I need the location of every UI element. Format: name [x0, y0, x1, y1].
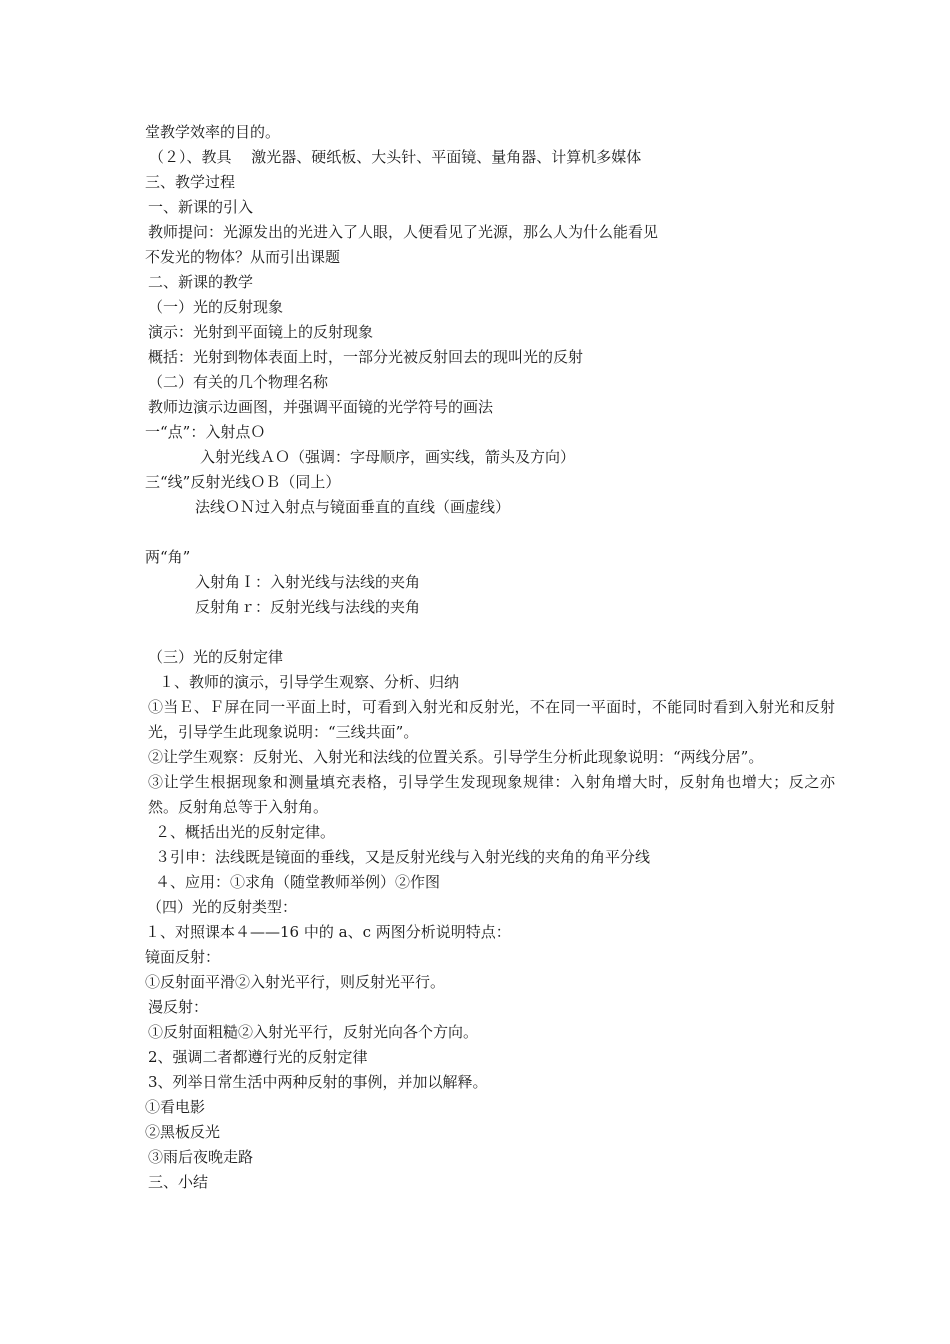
document-page — [145, 120, 835, 1195]
text-line: １、对照课本４——16 中的 a、c 两图分析说明特点： — [145, 923, 511, 941]
text-line: 教师提问：光源发出的光进入了人眼，人便看见了光源，那么人为什么能看见 — [148, 223, 659, 241]
text-line: 3、列举日常生活中两种反射的事例，并加以解释。 — [148, 1073, 488, 1091]
subsection-heading: （四）光的反射类型： — [147, 898, 298, 916]
text-line: 演示：光射到平面镜上的反射现象 — [148, 323, 374, 341]
text-line: ３引申：法线既是镜面的垂线，又是反射光线与入射光线的夹角的角平分线 — [155, 848, 651, 866]
section-heading: 一、新课的引入 — [148, 198, 254, 216]
text-line: ①反射面平滑②入射光平行，则反射光平行。 — [145, 973, 446, 991]
text-line: 教师边演示边画图，并强调平面镜的光学符号的画法 — [148, 398, 494, 416]
text-line: 镜面反射： — [145, 948, 221, 966]
subsection-heading: （三）光的反射定律 — [148, 648, 284, 666]
text-line: 法线ＯＮ过入射点与镜面垂直的直线（画虚线） — [195, 498, 511, 516]
text-line: ①看电影 — [145, 1098, 206, 1116]
text-line: ②黑板反光 — [145, 1123, 221, 1141]
text-line: ４、应用：①求角（随堂教师举例）②作图 — [155, 873, 441, 891]
text-line: 两“角” — [145, 548, 191, 566]
text-line: ①反射面粗糙②入射光平行，反射光向各个方向。 — [148, 1023, 479, 1041]
paragraph: ③让学生根据现象和测量填充表格，引导学生发现现象规律：入射角增大时，反射角也增大；反之亦然。反射角总等于入射角。 — [148, 773, 835, 816]
subsection-heading: （二）有关的几个物理名称 — [148, 373, 329, 391]
text-line: 2、强调二者都遵行光的反射定律 — [148, 1048, 368, 1066]
text-line: ③雨后夜晚走路 — [148, 1148, 254, 1166]
section-heading: 三、教学过程 — [145, 173, 236, 191]
text-line: 入射光线ＡＯ（强调：字母顺序，画实线，箭头及方向） — [200, 448, 576, 466]
text-line: 堂教学效率的目的。 — [145, 123, 281, 141]
paragraph: ①当Ｅ、Ｆ屏在同一平面上时，可看到入射光和反射光，不在同一平面时，不能同时看到入射光和反射光，引导学生此现象说明：“三线共面”。 — [148, 698, 835, 741]
text-line: 不发光的物体？从而引出课题 — [145, 248, 341, 266]
section-heading: 三、小结 — [148, 1173, 209, 1191]
paragraph: ②让学生观察：反射光、入射光和法线的位置关系。引导学生分析此现象说明：“两线分居”。 — [148, 748, 764, 766]
section-heading: 二、新课的教学 — [148, 273, 254, 291]
text-line: 反射角ｒ：反射光线与法线的夹角 — [195, 598, 421, 616]
text-line: 漫反射： — [148, 998, 209, 1016]
blank-line — [145, 520, 835, 545]
text-line: 一“点”：入射点Ｏ — [145, 423, 266, 441]
blank-line — [145, 620, 835, 645]
text-line: 概括：光射到物体表面上时，一部分光被反射回去的现叫光的反射 — [148, 348, 584, 366]
text-line: 三“线”反射光线ＯＢ（同上） — [145, 473, 341, 491]
subsection-heading: （一）光的反射现象 — [148, 298, 284, 316]
text-line: 入射角Ｉ：入射光线与法线的夹角 — [195, 573, 421, 591]
text-line: ２、概括出光的反射定律。 — [155, 823, 336, 841]
text-line: （２）、教具 激光器、硬纸板、大头针、平面镜、量角器、计算机多媒体 — [149, 148, 642, 166]
text-line: １、教师的演示，引导学生观察、分析、归纳 — [159, 673, 460, 691]
